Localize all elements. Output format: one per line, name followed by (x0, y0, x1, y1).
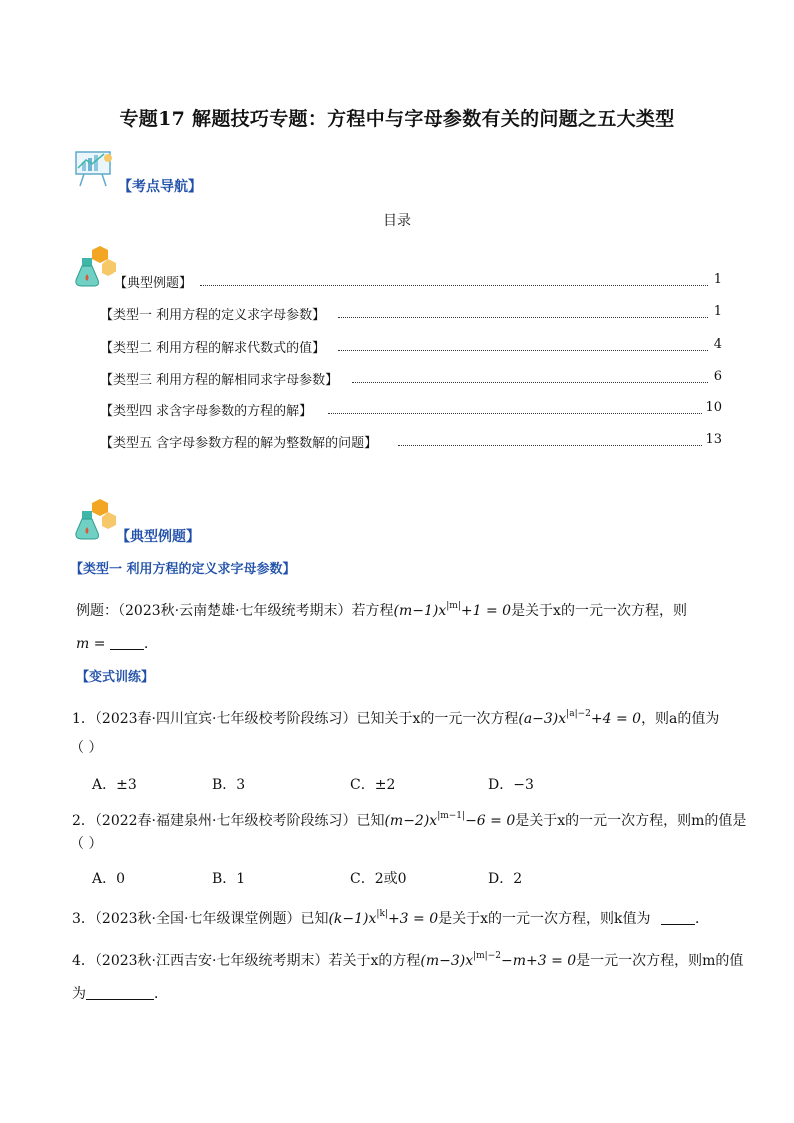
example-equation: $(m-1)x^{|m|}+1 = 0$ (393, 601, 512, 619)
whiteboard-icon (74, 148, 116, 188)
answer-blank[interactable] (661, 910, 695, 925)
toc-page-number: 1 (711, 272, 722, 287)
q1-option-c[interactable]: C．±2 (350, 777, 396, 793)
toc-row[interactable] (0, 272, 794, 292)
toc-row[interactable] (0, 400, 794, 420)
toc-page-number: 1 (711, 304, 722, 319)
question-2: 2．（2022春·福建泉州·七年级校考阶段练习）已知$(m-2)x^{|m-1|}-6 = 0$是关于x的一元一次方程，则m的值是 (72, 811, 747, 829)
toc-leader (338, 317, 708, 318)
example-suffix: 是关于x的一元一次方程，则 (511, 603, 687, 619)
toc-item-label: 【类型二 利用方程的解求代数式的值】 (100, 337, 329, 356)
question-2-paren: （ ） (70, 836, 103, 852)
q2-option-c[interactable]: C．2或0 (350, 871, 407, 887)
section-label: 【典型例题】 (116, 529, 200, 545)
toc-item-label: 【典型例题】 (114, 272, 196, 291)
example-question (76, 596, 726, 621)
toc-leader (398, 445, 702, 446)
answer-blank[interactable] (86, 985, 154, 1000)
answer-blank[interactable] (110, 635, 144, 650)
q1-option-d[interactable]: D．−3 (488, 777, 534, 793)
toc-page-number: 4 (711, 337, 722, 352)
toc-row[interactable] (0, 304, 794, 324)
question-1: 1．（2023春·四川宜宾·七年级校考阶段练习）已知关于x的一元一次方程$(a-3)x^{|a|-2}+4 = 0$，则a的值为 (72, 709, 720, 727)
toc-page-number: 10 (702, 400, 722, 415)
toc-leader (200, 285, 708, 286)
toc-leader (338, 350, 708, 351)
example-prefix: 例题：（2023秋·云南楚雄·七年级统考期末）若方程 (76, 603, 394, 619)
example-answer-line: m = . (76, 636, 149, 652)
toc-row[interactable] (0, 432, 794, 452)
flask-icon (72, 497, 118, 543)
toc-row[interactable] (0, 369, 794, 389)
toc-heading: 目录 (383, 213, 411, 229)
nav-label: 【考点导航】 (118, 179, 202, 195)
q2-option-b[interactable]: B．1 (212, 871, 246, 887)
q2-option-d[interactable]: D．2 (488, 871, 523, 887)
question-4: 4．（2023秋·江西吉安·七年级统考期末）若关于x的方程$(m-3)x^{|m|-2}-m+3 = 0$是一元一次方程，则m的值 (72, 951, 744, 969)
toc-page-number: 6 (711, 369, 722, 384)
type1-heading: 【类型一 利用方程的定义求字母参数】 (70, 562, 296, 577)
toc-leader (352, 382, 708, 383)
answer-lead: m = (76, 636, 106, 652)
toc-item-label: 【类型五 含字母参数方程的解为整数解的问题】 (100, 432, 381, 451)
toc-item-label: 【类型四 求含字母参数的方程的解】 (100, 400, 316, 419)
question-1-paren: （ ） (70, 740, 103, 756)
question-4-line2: 为 ． (72, 986, 168, 1002)
toc-item-label: 【类型一 利用方程的定义求字母参数】 (100, 304, 329, 323)
toc-row[interactable] (0, 337, 794, 357)
toc-leader (328, 413, 702, 414)
toc-item-label: 【类型三 利用方程的解相同求字母参数】 (100, 369, 342, 388)
toc-page-number: 13 (702, 432, 722, 447)
q2-option-a[interactable]: A．0 (92, 871, 126, 887)
q1-option-b[interactable]: B．3 (212, 777, 246, 793)
q1-option-a[interactable]: A．±3 (92, 777, 137, 793)
question-3: 3．（2023秋·全国·七年级课堂例题）已知$(k-1)x^{|k|}+3 = 0$是关于x的一元一次方程，则k值为 ． (72, 909, 709, 927)
variant-label: 【变式训练】 (76, 670, 155, 685)
page-title: 专题17 解题技巧专题：方程中与字母参数有关的问题之五大类型 (119, 108, 675, 130)
